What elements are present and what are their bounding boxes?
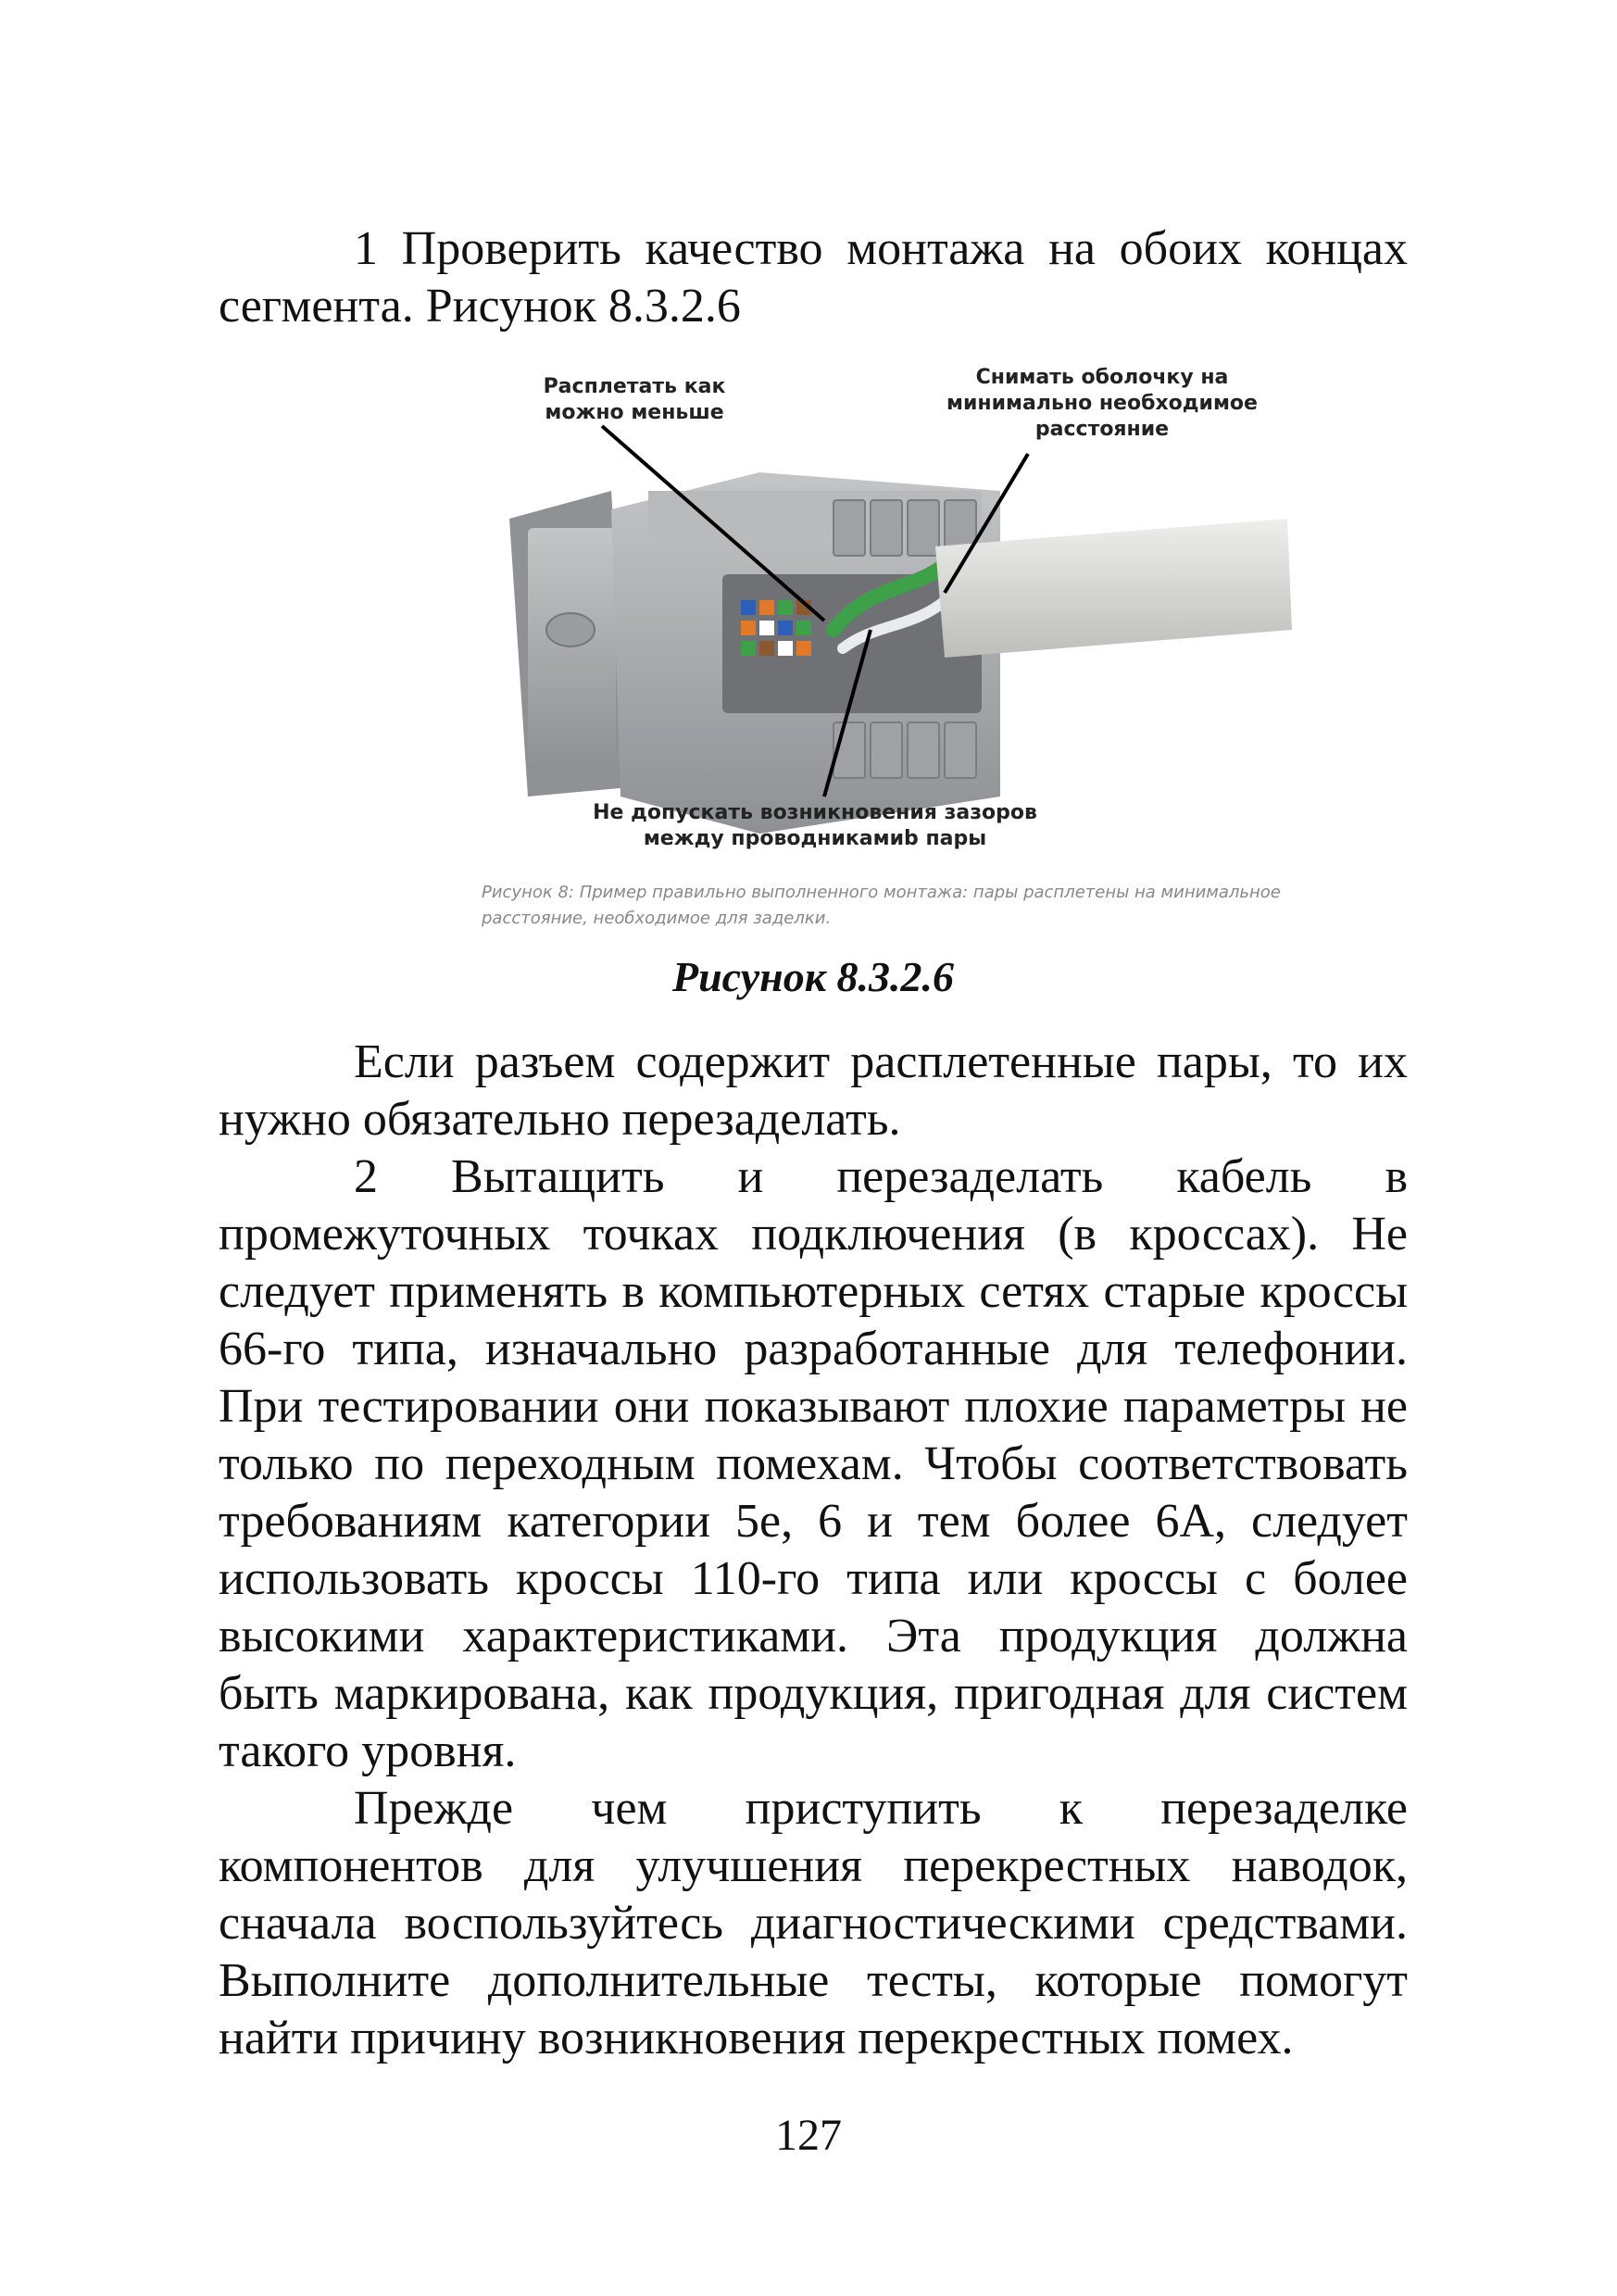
paragraph-1: 1 Проверить качество монтажа на обоих концах сегмента. Рисунок 8.3.2.6 [219,222,1408,332]
paragraph-3: 2 Вытащить и перезаделать кабель в промежуточных точках подключения (в кроссах). Не следует применять в компьютерных сетях старые кроссы 66-го типа, изначально разработанные для телефонии. При тестировании они показывают плохие параметры не только по переходным помехам. Чтобы соответствовать требованиям категории 5е, 6 и тем более 6А, следует использовать кроссы 110-го типа или кроссы с более высокими характеристиками. Эта продукция должна быть маркирована, как продукция, пригодная для систем такого уровня. [219,1150,1408,1777]
paragraph-2: Если разъем содержит расплетенные пары, то их нужно обязательно перезаделать. [219,1035,1408,1146]
label-strip-minimum: Снимать оболочку на минимально необходимое расстояние [946,366,1258,441]
figure-title: Рисунок 8.3.2.6 [671,953,955,1000]
page-number: 127 [775,2111,842,2160]
figure-source-caption: Рисунок 8: Пример правильно выполненного монтажа: пары расплетены на минимальное расстояние, необходимое для заделки. [482,883,1281,928]
paragraph-4: Прежде чем приступить к перезаделке компонентов для улучшения перекрестных наводок, сначала воспользуйтесь диагностическими средствами. Выполните дополнительные тесты, которые помогут найти причину возникновения перекрестных помех. [219,1782,1408,2064]
label-untwist-minimum: Расплетать как можно меньше [543,375,726,424]
figure-keystone-jack [482,352,1297,945]
label-no-gaps: Не допускать возникновения зазоров между проводникамиb пары [593,801,1037,850]
